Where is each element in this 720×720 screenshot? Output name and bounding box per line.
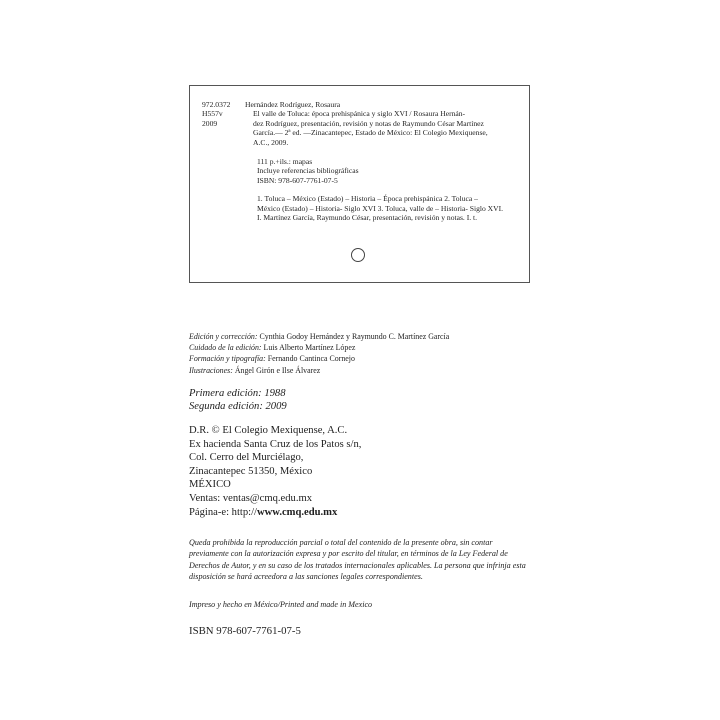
publisher-line: D.R. © El Colegio Mexiquense, A.C. bbox=[189, 425, 348, 436]
call-number-line: 972.0372 bbox=[202, 100, 231, 109]
catalog-title bbox=[245, 109, 525, 147]
credit-name: Cynthia Godoy Hernández y Raymundo C. Martínez García bbox=[257, 332, 450, 341]
credit-role: Ilustraciones: bbox=[189, 365, 233, 375]
catalog-title-line: García.— 2ª ed. —Zinacantepec, Estado de México: El Colegio Mexiquense, bbox=[253, 128, 488, 138]
publisher-info bbox=[189, 424, 361, 519]
call-number bbox=[202, 100, 230, 128]
first-edition: Primera edición: 1988 bbox=[189, 388, 286, 399]
catalog-title-line: dez Rodríguez, presentación, revisión y notas de Raymundo César Martínez bbox=[253, 118, 484, 128]
sales-email bbox=[189, 492, 361, 506]
isbn: ISBN 978-607-7761-07-5 bbox=[189, 625, 301, 637]
website-link[interactable]: www.cmq.edu.mx bbox=[256, 506, 338, 518]
credit-row bbox=[189, 331, 549, 342]
website bbox=[189, 506, 361, 520]
catalog-subjects bbox=[245, 194, 525, 222]
catalog-entry bbox=[245, 100, 525, 222]
subject-line: México (Estado) – Historia- Siglo XVI 3. Toluca, valle de – Historia- Siglo XVI. bbox=[257, 203, 504, 213]
card-hole-icon bbox=[351, 248, 365, 262]
catalog-title-line: El valle de Toluca: época prehispánica y siglo XVI / Rosaura Hernán- bbox=[253, 109, 466, 119]
credit-role: Formación y tipografía: bbox=[189, 354, 266, 364]
sales-label: Ventas: bbox=[189, 492, 223, 504]
editions bbox=[189, 387, 287, 413]
credit-name: Luis Alberto Martínez López bbox=[261, 343, 356, 353]
credit-row bbox=[189, 353, 549, 364]
publisher-line: Zinacantepec 51350, México bbox=[189, 465, 313, 477]
credit-role: Edición y corrección: bbox=[189, 332, 258, 341]
call-number-line: 2009 bbox=[202, 118, 218, 128]
publisher-line: Col. Cerro del Murciélago, bbox=[189, 452, 304, 464]
catalog-author: Hernández Rodríguez, Rosaura bbox=[245, 100, 341, 109]
catalog-collation bbox=[245, 157, 525, 185]
printed-in: Impreso y hecho en México/Printed and made in Mexico bbox=[189, 600, 373, 609]
publisher-line: Ex hacienda Santa Cruz de los Patos s/n, bbox=[189, 438, 362, 450]
website-label: Página-e: http:// bbox=[189, 506, 257, 518]
credit-row bbox=[189, 342, 549, 353]
credit-role: Cuidado de la edición: bbox=[189, 343, 262, 353]
collation-line: Incluye referencias bibliográficas bbox=[257, 166, 359, 176]
collation-line: 111 p.+ils.: mapas bbox=[257, 157, 313, 167]
credits bbox=[189, 331, 549, 376]
credit-name: Fernando Cantinca Cornejo bbox=[265, 354, 355, 364]
collation-line: ISBN: 978-607-7761-07-5 bbox=[257, 175, 338, 185]
catalog-title-line: A.C., 2009. bbox=[253, 137, 289, 147]
call-number-line: H557v bbox=[202, 109, 223, 119]
legal-notice: Queda prohibida la reproducción parcial o total del contenido de la presente obra, sin contar previamente con la autorización expresa y por escrito del titular, en términos de la Ley Federal de Derechos de Autor, y en su caso de los tratados internacionales aplicables. La persona que infrinja esta disposición se hará acreedora a las sanciones legales correspondientes. bbox=[189, 538, 526, 582]
credit-row bbox=[189, 365, 549, 376]
sales-email-link[interactable]: ventas@cmq.edu.mx bbox=[222, 492, 313, 504]
catalog-card bbox=[189, 85, 530, 283]
subject-line: I. Martínez García, Raymundo César, presentación, revisión y notas. I. t. bbox=[257, 213, 478, 223]
credit-name: Ángel Girón e Ilse Álvarez bbox=[232, 365, 321, 375]
subject-line: 1. Toluca – México (Estado) – Historia – Época prehispánica 2. Toluca – bbox=[257, 194, 478, 204]
second-edition: Segunda edición: 2009 bbox=[189, 401, 287, 412]
publisher-line: MÉXICO bbox=[189, 479, 231, 491]
